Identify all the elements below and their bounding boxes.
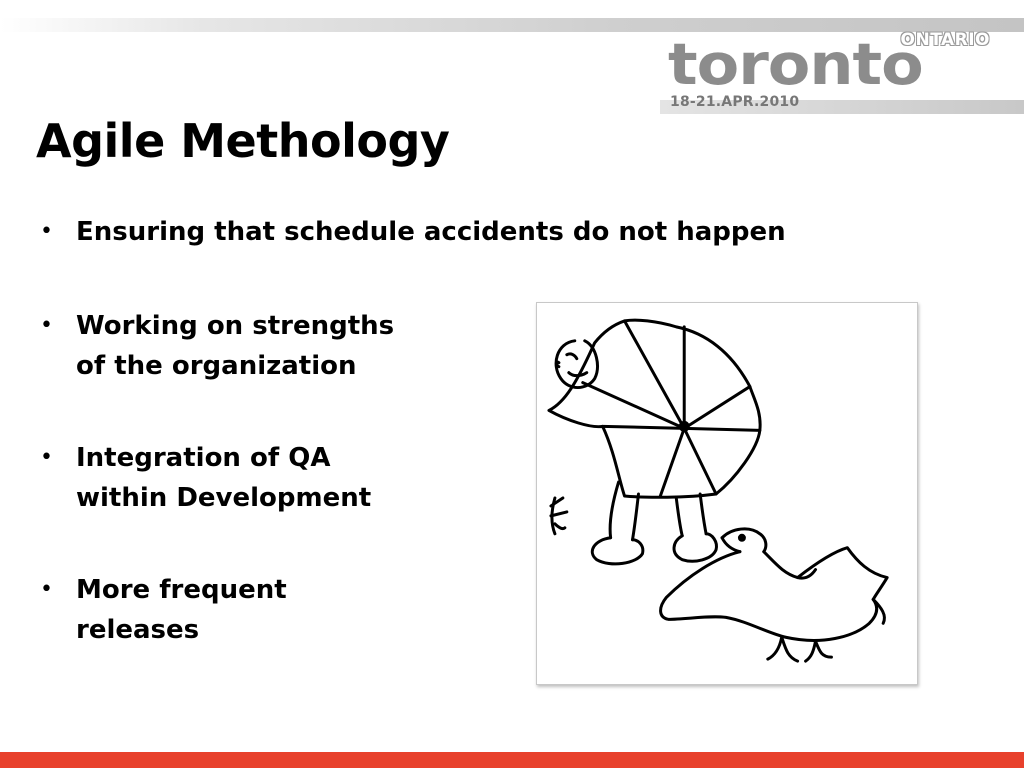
bullet-line: within Development — [76, 483, 372, 513]
bullet-item — [40, 212, 940, 252]
bullet-line: releases — [76, 615, 200, 645]
bullet-icon: • — [40, 313, 53, 338]
bullet-item — [40, 438, 460, 518]
umbrella-duck-drawing-icon — [537, 303, 917, 684]
bullet-line: of the organization — [76, 351, 357, 381]
footer-accent-bar — [0, 752, 1024, 768]
bullet-line: Integration of QA — [76, 443, 331, 473]
umbrella-duck-illustration — [536, 302, 918, 685]
bullet-line: More frequent — [76, 575, 287, 605]
logo-city-text: toronto — [668, 30, 923, 98]
bullet-line: Working on strengths — [76, 311, 395, 341]
bullet-item — [40, 306, 460, 386]
bullet-item — [40, 570, 460, 650]
bullet-line: Ensuring that schedule accidents do not happen — [76, 217, 786, 247]
bullet-icon: • — [40, 219, 53, 244]
event-logo — [664, 14, 1014, 114]
logo-region-text: ONTARIO — [900, 30, 990, 50]
bullet-icon: • — [40, 577, 53, 602]
logo-dates-text: 18-21.APR.2010 — [670, 94, 800, 110]
slide-title: Agile Methology — [36, 114, 450, 168]
bullet-icon: • — [40, 445, 53, 470]
